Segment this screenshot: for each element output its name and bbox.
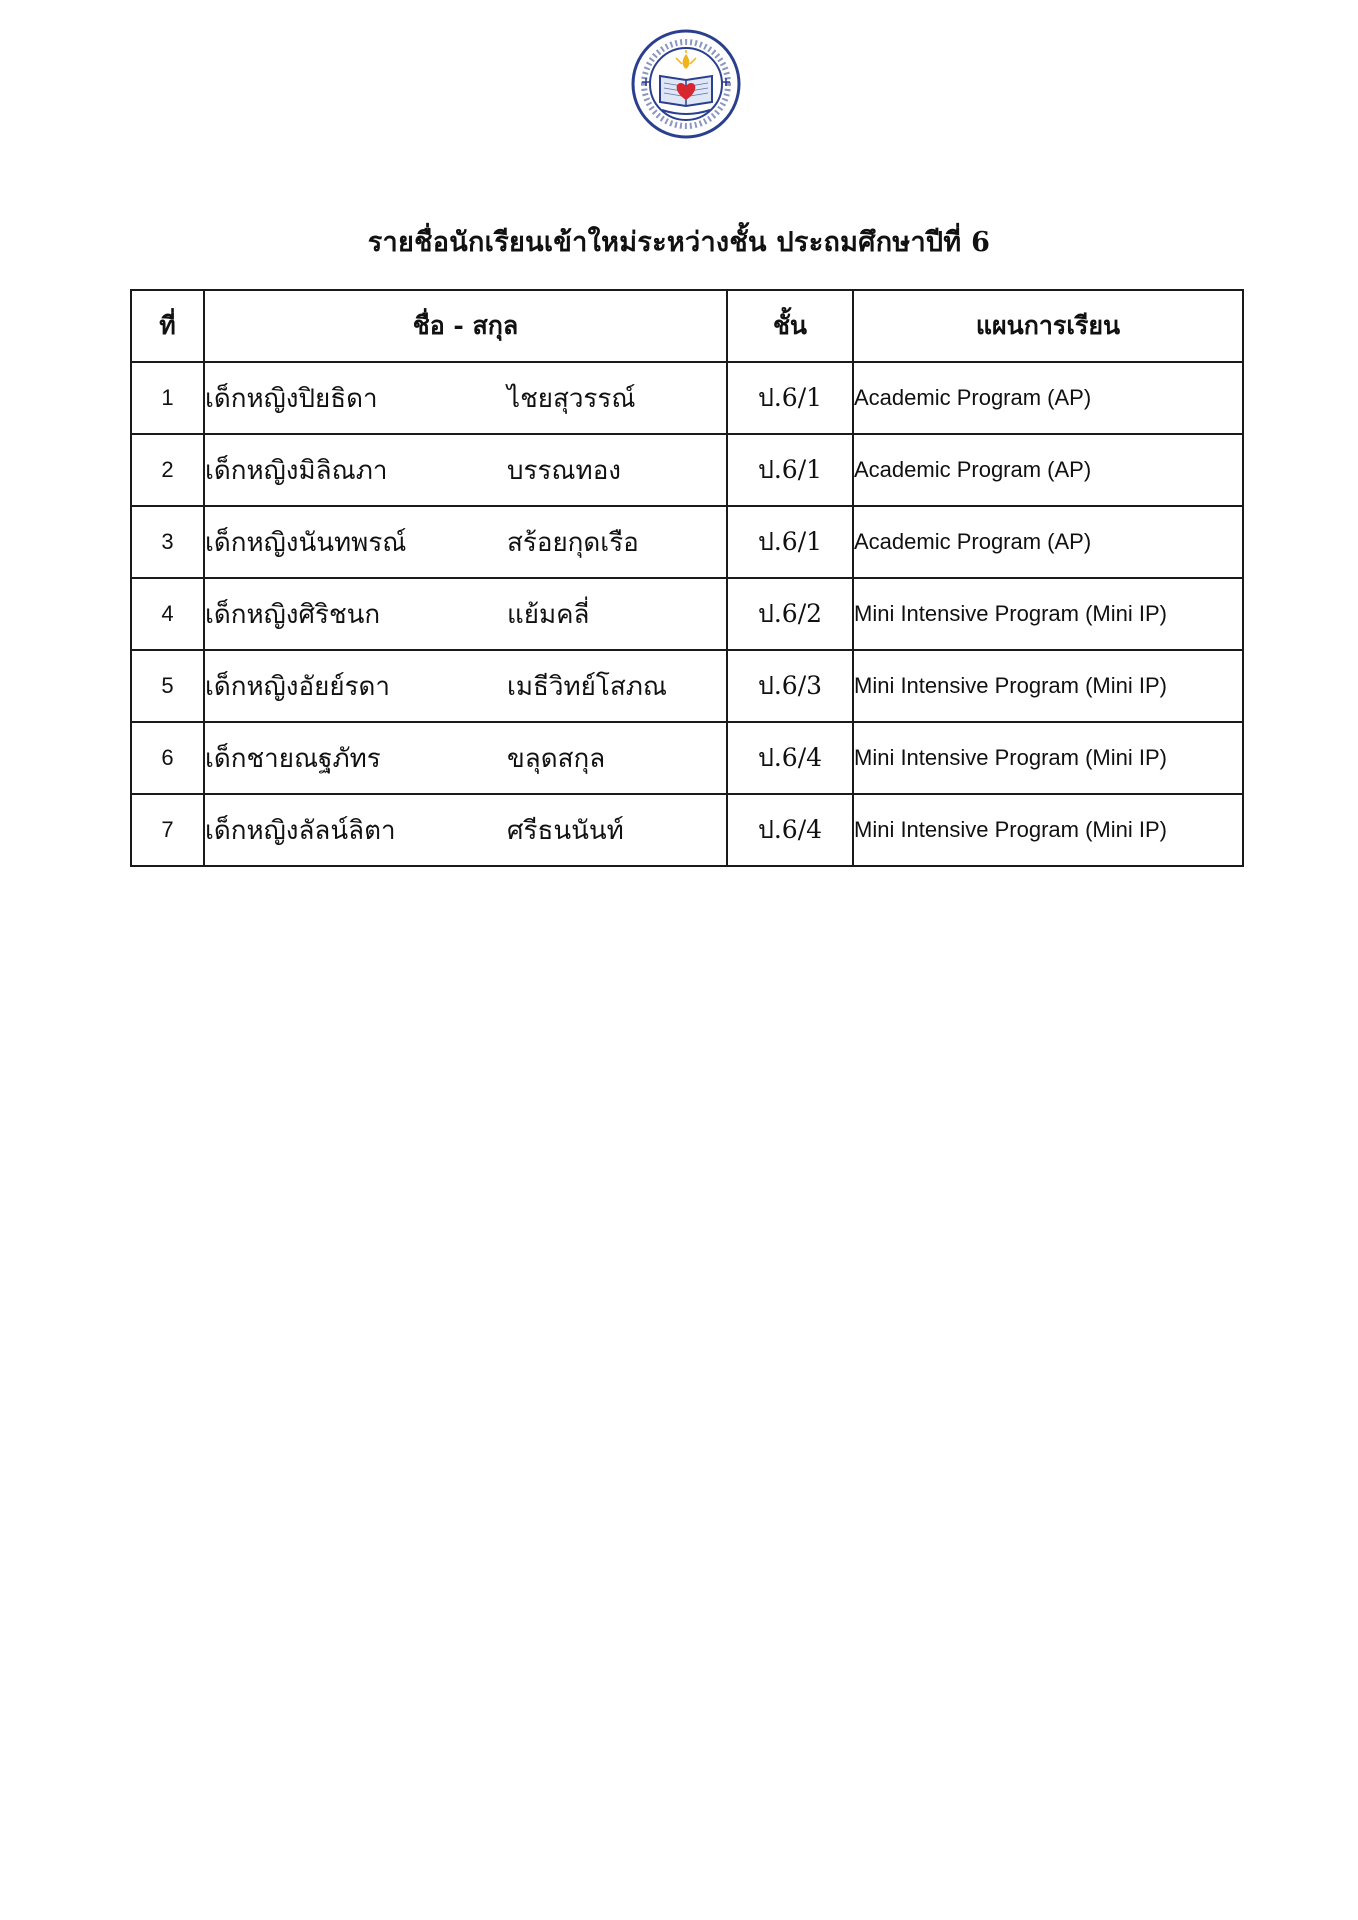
row-number: 2 [131, 434, 204, 506]
last-name: แย้มคลี่ [507, 599, 590, 630]
last-name: สร้อยกุดเรือ [507, 527, 639, 558]
class-level: ป.6/2 [727, 578, 853, 650]
class-level: ป.6/3 [727, 650, 853, 722]
class-level: ป.6/4 [727, 722, 853, 794]
study-program: Mini Intensive Program (Mini IP) [853, 650, 1243, 722]
student-name [204, 434, 727, 506]
header-class: ชั้น [727, 290, 853, 362]
student-name [204, 650, 727, 722]
study-program: Academic Program (AP) [853, 434, 1243, 506]
header-program: แผนการเรียน [853, 290, 1243, 362]
table-row [131, 722, 1243, 794]
table-header-row [131, 290, 1243, 362]
school-emblem-icon [630, 28, 742, 140]
last-name: ขลุดสกุล [507, 743, 606, 774]
class-level: ป.6/1 [727, 362, 853, 434]
last-name: บรรณทอง [507, 455, 622, 486]
study-program: Mini Intensive Program (Mini IP) [853, 578, 1243, 650]
class-level: ป.6/4 [727, 794, 853, 866]
header-name: ชื่อ - สกุล [204, 290, 727, 362]
student-roster-table [130, 289, 1244, 867]
row-number: 1 [131, 362, 204, 434]
student-name [204, 506, 727, 578]
table-row [131, 506, 1243, 578]
study-program: Academic Program (AP) [853, 506, 1243, 578]
table-row [131, 650, 1243, 722]
first-name: เด็กหญิงนันทพรณ์ [205, 527, 407, 558]
last-name: ศรีธนนันท์ [507, 815, 624, 846]
study-program: Academic Program (AP) [853, 362, 1243, 434]
table-row [131, 578, 1243, 650]
first-name: เด็กหญิงอัยย์รดา [205, 671, 391, 702]
table-row [131, 362, 1243, 434]
study-program: Mini Intensive Program (Mini IP) [853, 794, 1243, 866]
table-row [131, 434, 1243, 506]
page-title: รายชื่อนักเรียนเข้าใหม่ระหว่างชั้น ประถมศึกษาปีที่ 6 [367, 227, 991, 258]
first-name: เด็กหญิงลัลน์ลิตา [205, 815, 396, 846]
study-program: Mini Intensive Program (Mini IP) [853, 722, 1243, 794]
last-name: เมธีวิทย์โสภณ [507, 671, 667, 702]
first-name: เด็กหญิงศิริชนก [205, 599, 381, 630]
student-name [204, 794, 727, 866]
header-no: ที่ [131, 290, 204, 362]
first-name: เด็กหญิงปิยธิดา [205, 383, 378, 414]
row-number: 3 [131, 506, 204, 578]
first-name: เด็กชายณฐภัทร [205, 743, 381, 774]
row-number: 4 [131, 578, 204, 650]
first-name: เด็กหญิงมิลิณภา [205, 455, 388, 486]
row-number: 6 [131, 722, 204, 794]
row-number: 5 [131, 650, 204, 722]
class-level: ป.6/1 [727, 434, 853, 506]
student-name [204, 362, 727, 434]
student-name [204, 578, 727, 650]
row-number: 7 [131, 794, 204, 866]
class-level: ป.6/1 [727, 506, 853, 578]
table-row [131, 794, 1243, 866]
student-name [204, 722, 727, 794]
last-name: ไชยสุวรรณ์ [507, 383, 636, 414]
